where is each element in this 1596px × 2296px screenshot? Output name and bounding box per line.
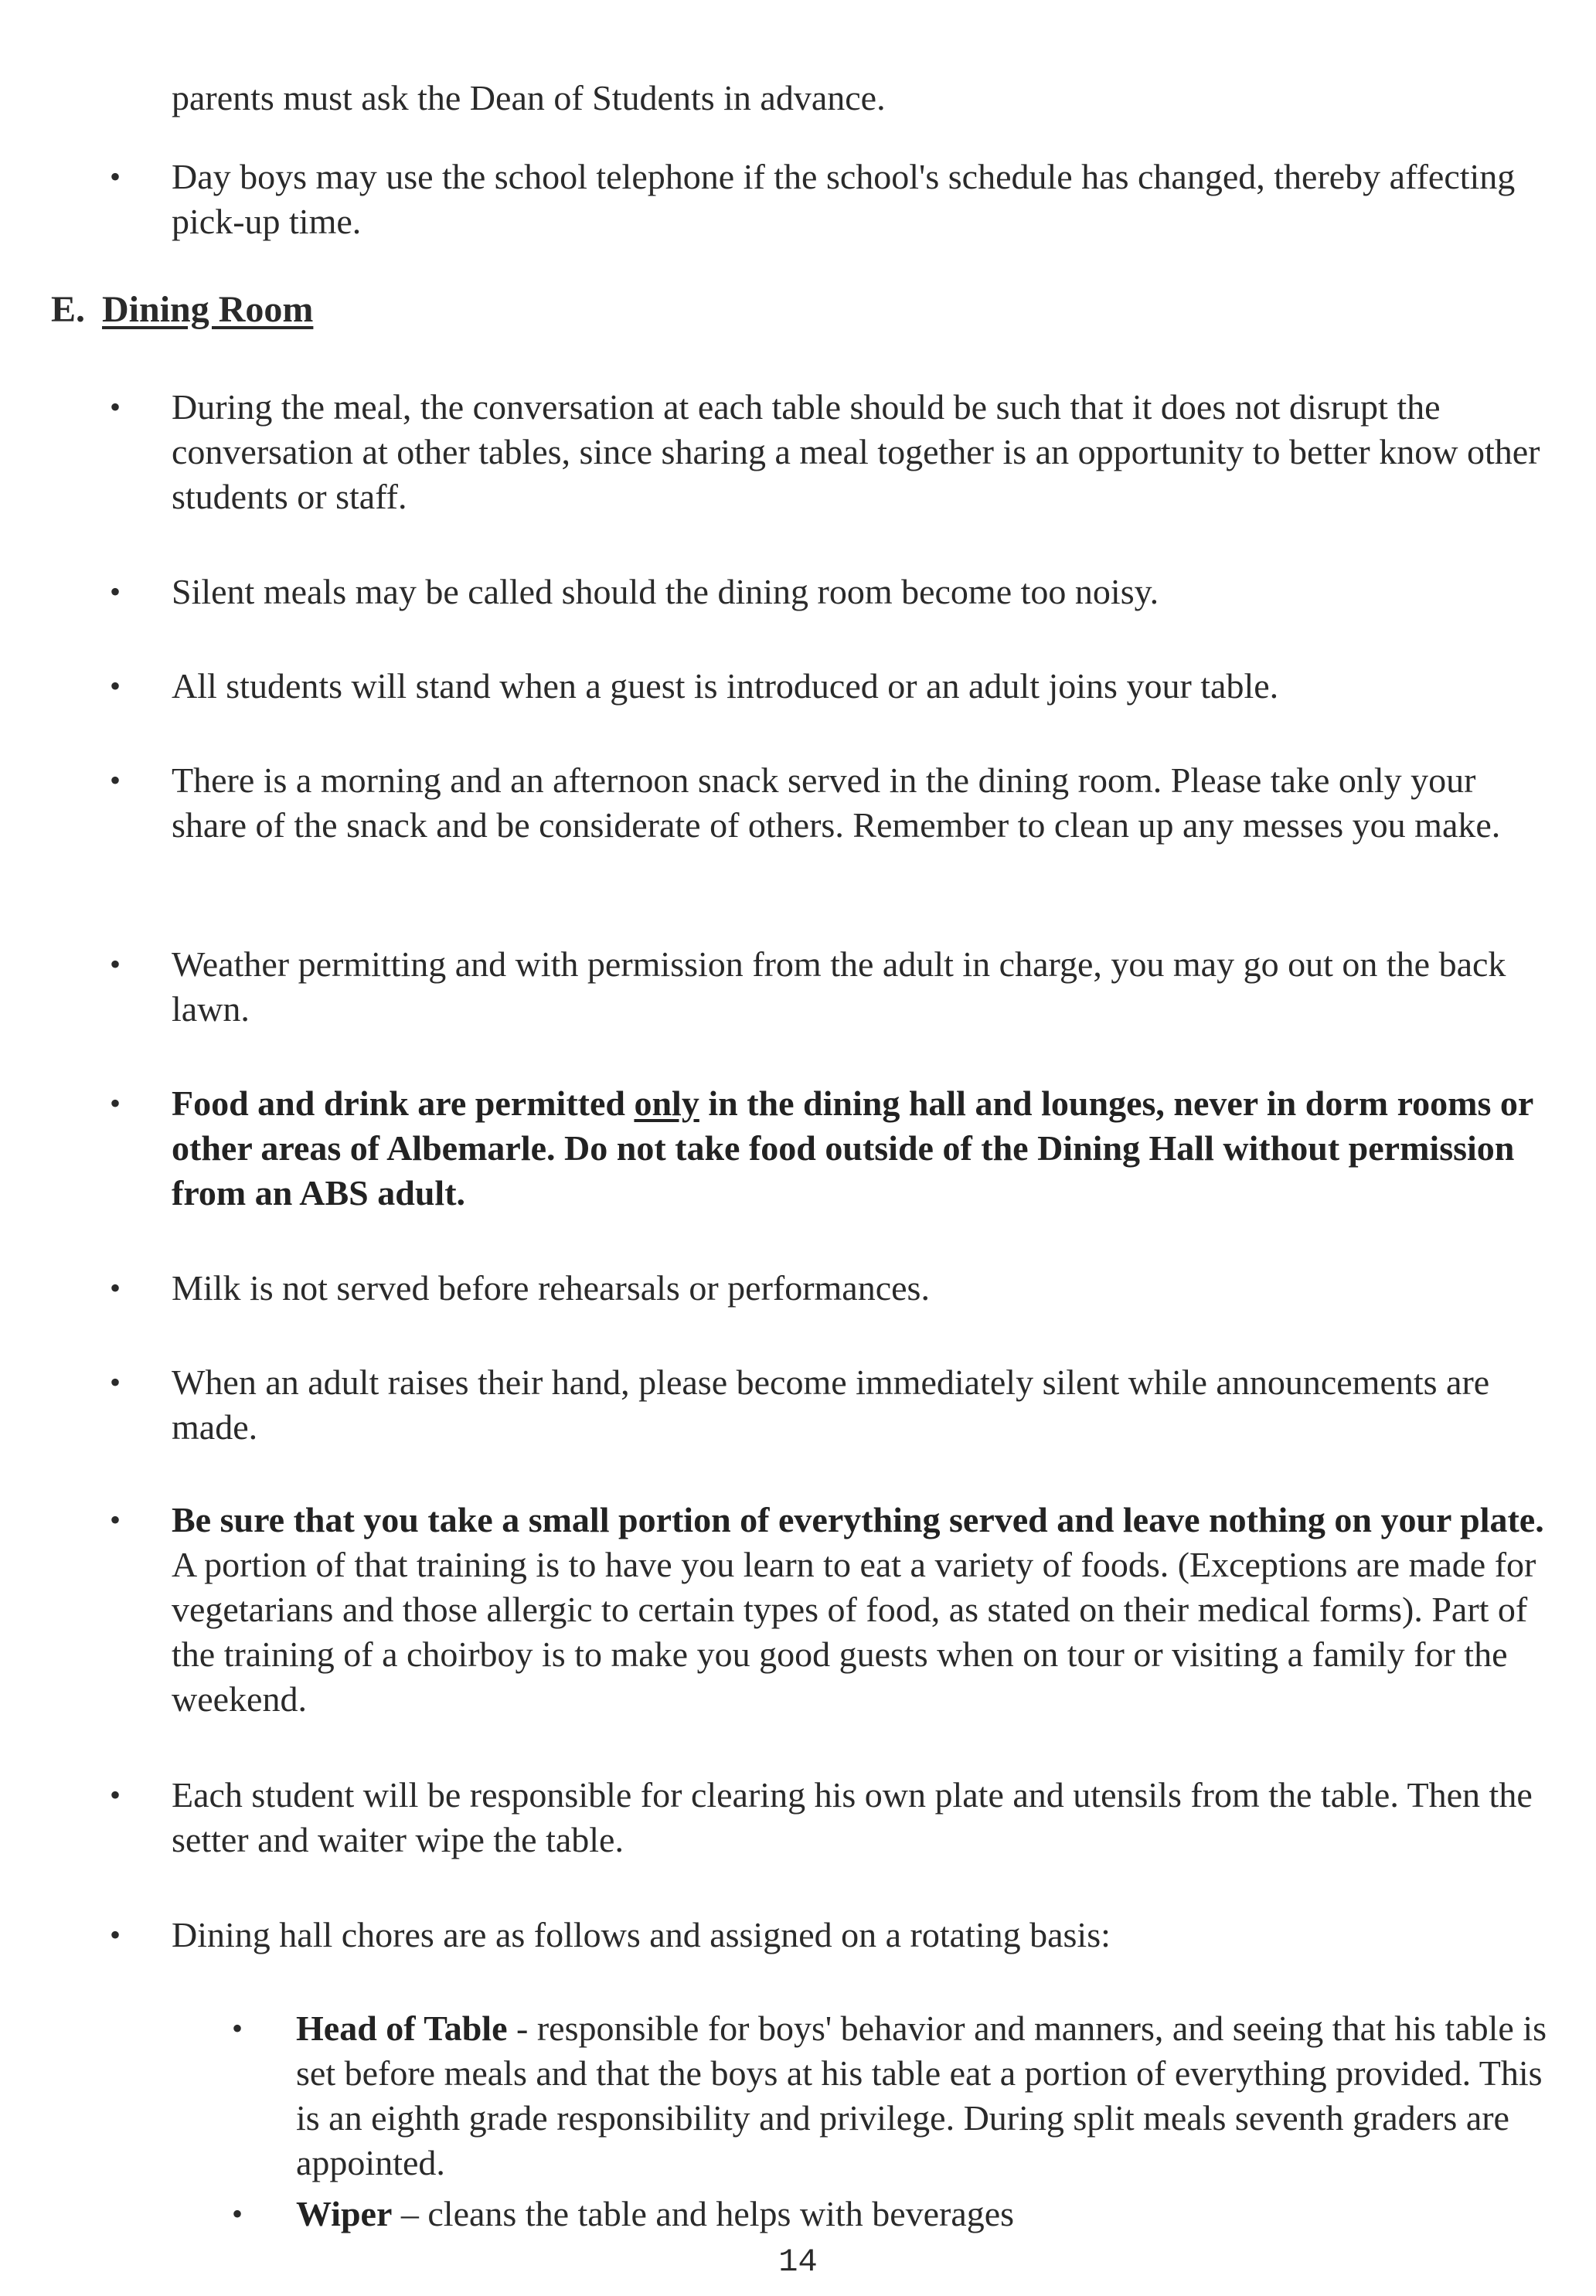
chore-description: - responsible for boys' behavior and manners, and seeing that his table is set before meals and that the boys at his table eat a portion of everything provided. This is an eighth grade responsibility and privilege. During split meals seventh graders are appointed. (296, 2009, 1547, 2182)
chore-description: – cleans the table and helps with beverages (392, 2194, 1015, 2233)
sub-list-item-text (296, 2006, 1564, 2185)
list-item-text: Each student will be responsible for clearing his own plate and utensils from the table. Then the setter and waiter wipe the table. (172, 1775, 1533, 1859)
bullet-icon: • (232, 2011, 243, 2046)
bullet-icon: • (110, 1777, 121, 1812)
list-item-text: Day boys may use the school telephone if the school's schedule has changed, thereby affecting pick-up time. (172, 157, 1516, 241)
list-item-text: All students will stand when a guest is introduced or an adult joins your table. (172, 666, 1279, 706)
list-item-text: There is a morning and an afternoon snack served in the dining room. Please take only your share of the snack and be considerate of others. Remember to clean up any messes you make. (172, 760, 1501, 845)
bullet-icon: • (232, 2196, 243, 2231)
bullet-icon: • (110, 1917, 121, 1952)
bullet-icon: • (110, 1365, 121, 1400)
sub-list-item-text (296, 2192, 1564, 2236)
chore-role: Wiper (296, 2194, 393, 2233)
bullet-icon: • (110, 763, 121, 798)
list-item-text (172, 1081, 1555, 1216)
list-item-text: Milk is not served before rehearsals or performances. (172, 1268, 930, 1308)
bold-text: in the dining hall and lounges, never in dorm rooms or other areas of Albemarle. Do not take food outside of the Dining Hall without permission from an ABS adult. (172, 1083, 1533, 1213)
bullet-icon: • (110, 574, 121, 609)
bullet-icon: • (110, 1086, 121, 1121)
section-letter: E. (51, 289, 86, 330)
bullet-icon: • (110, 159, 121, 194)
bullet-icon: • (110, 1502, 121, 1537)
list-item-text: During the meal, the conversation at each table should be such that it does not disrupt the conversation at other tables, since sharing a meal together is an opportunity to better know other students or staff. (172, 387, 1540, 516)
list-item-text: Silent meals may be called should the dining room become too noisy. (172, 572, 1159, 611)
underlined-text: only (634, 1083, 699, 1123)
bullet-icon: • (110, 1270, 121, 1305)
page-number: 14 (778, 2243, 818, 2281)
bold-text: Be sure that you take a small portion of everything served and leave nothing on your plate. (172, 1500, 1544, 1539)
chore-role: Head of Table (296, 2009, 508, 2048)
bullet-icon: • (110, 947, 121, 981)
section-heading (51, 287, 313, 332)
bold-text: Food and drink are permitted (172, 1083, 635, 1123)
bullet-icon: • (110, 668, 121, 703)
list-item-text: Dining hall chores are as follows and assigned on a rotating basis: (172, 1915, 1111, 1954)
regular-text: A portion of that training is to have you learn to eat a variety of foods. (Exceptions are made for vegetarians and those allergic to certain types of food, as stated on their medical forms). Part of the training of a choirboy is to make you good guests when on tour or visiting a family for the weekend. (172, 1545, 1536, 1719)
continuation-text: parents must ask the Dean of Students in advance. (172, 78, 886, 117)
list-item-text (172, 1498, 1555, 1722)
list-item-text: When an adult raises their hand, please become immediately silent while announcements are made. (172, 1362, 1490, 1447)
list-item-text: Weather permitting and with permission from the adult in charge, you may go out on the back lawn. (172, 944, 1506, 1029)
bullet-icon: • (110, 389, 121, 424)
section-title: Dining Room (102, 289, 314, 330)
